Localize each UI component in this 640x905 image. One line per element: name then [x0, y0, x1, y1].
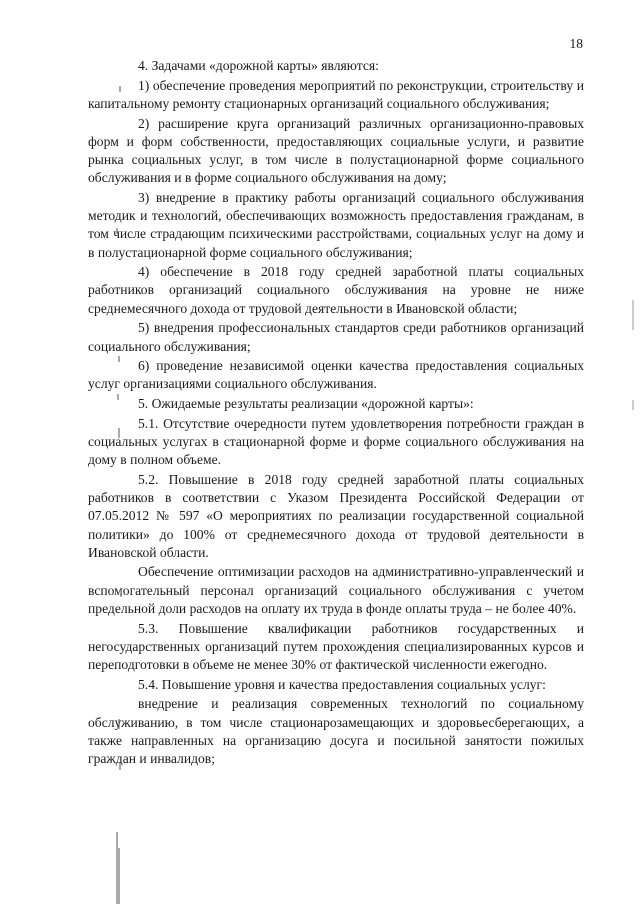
document-body — [88, 57, 584, 770]
paragraph-result-5-4: 5.4. Повышение уровня и качества предоставления социальных услуг: — [138, 676, 546, 692]
paragraph-results-heading: 5. Ожидаемые результаты реализации «дорожной карты»: — [138, 396, 474, 412]
paragraph-task-6: 6) проведение независимой оценки качества предоставления социальных услуг организациями социального обслуживания. — [88, 358, 584, 392]
paragraph-task-2: 2) расширение круга организаций различных организационно-правовых форм и форм собственности, предоставляющих социальные услуги, и развитие рынка социальных услуг, в том числе в полустационарной форме социального обслуживания и в форме социального обслуживания на дому; — [88, 115, 584, 186]
paragraph-result-5-1: 5.1. Отсутствие очередности путем удовлетворения потребности граждан в социальных услугах в стационарной форме и форме социального обслуживания на дому в полном объеме. — [88, 415, 584, 468]
paragraph-tasks-heading: 4. Задачами «дорожной карты» являются: — [138, 58, 379, 73]
page-number: 18 — [569, 36, 583, 51]
paragraph-task-3: 3) внедрение в практику работы организаций социального обслуживания методик и технологий, обеспечивающих возможность предоставления гражданам, в том числе страдающим психическими расстройствами, социальных услуг на дому и в полустационарной форме социального обслуживания; — [88, 189, 584, 260]
paragraph-task-5: 5) внедрения профессиональных стандартов среди работников организаций социального обслуживания; — [88, 320, 584, 354]
paragraph-result-technologies: внедрение и реализация современных технологий по социальному обслуживанию, в том числе стационарозамещающих и здоровьесберегающих, а также направленных на организацию досуга и посильной занятости пожилых граждан и инвалидов; — [88, 696, 584, 767]
paragraph-task-4: 4) обеспечение в 2018 году средней заработной платы социальных работников организаций социального обслуживания на уровне не ниже среднемесячного дохода от трудовой деятельности в Ивановской области; — [88, 264, 584, 316]
paragraph-result-optimization: Обеспечение оптимизации расходов на административно-управленческий и вспомогательный персонал организаций социального обслуживания с учетом предельной доли расходов на оплату их труда в фонде оплаты труда – не более 40%. — [88, 564, 584, 616]
paragraph-result-5-2: 5.2. Повышение в 2018 году средней заработной платы социальных работников в соответствии с Указом Президента Российской Федерации от 07.05.2012 № 597 «О мероприятиях по реализации государственной социальной политики» до 100% от среднемесячного дохода от трудовой деятельности в Ивановской области. — [88, 471, 584, 560]
paragraph-result-5-3: 5.3. Повышение квалификации работников государственных и негосударственных организаций путем прохождения специализированных курсов и переподготовки в объеме не менее 30% от фактической численности ежегодно. — [88, 620, 584, 672]
paragraph-task-1: 1) обеспечение проведения мероприятий по реконструкции, строительству и капитальному ремонту стационарных организаций социального обслуживания; — [88, 77, 584, 111]
